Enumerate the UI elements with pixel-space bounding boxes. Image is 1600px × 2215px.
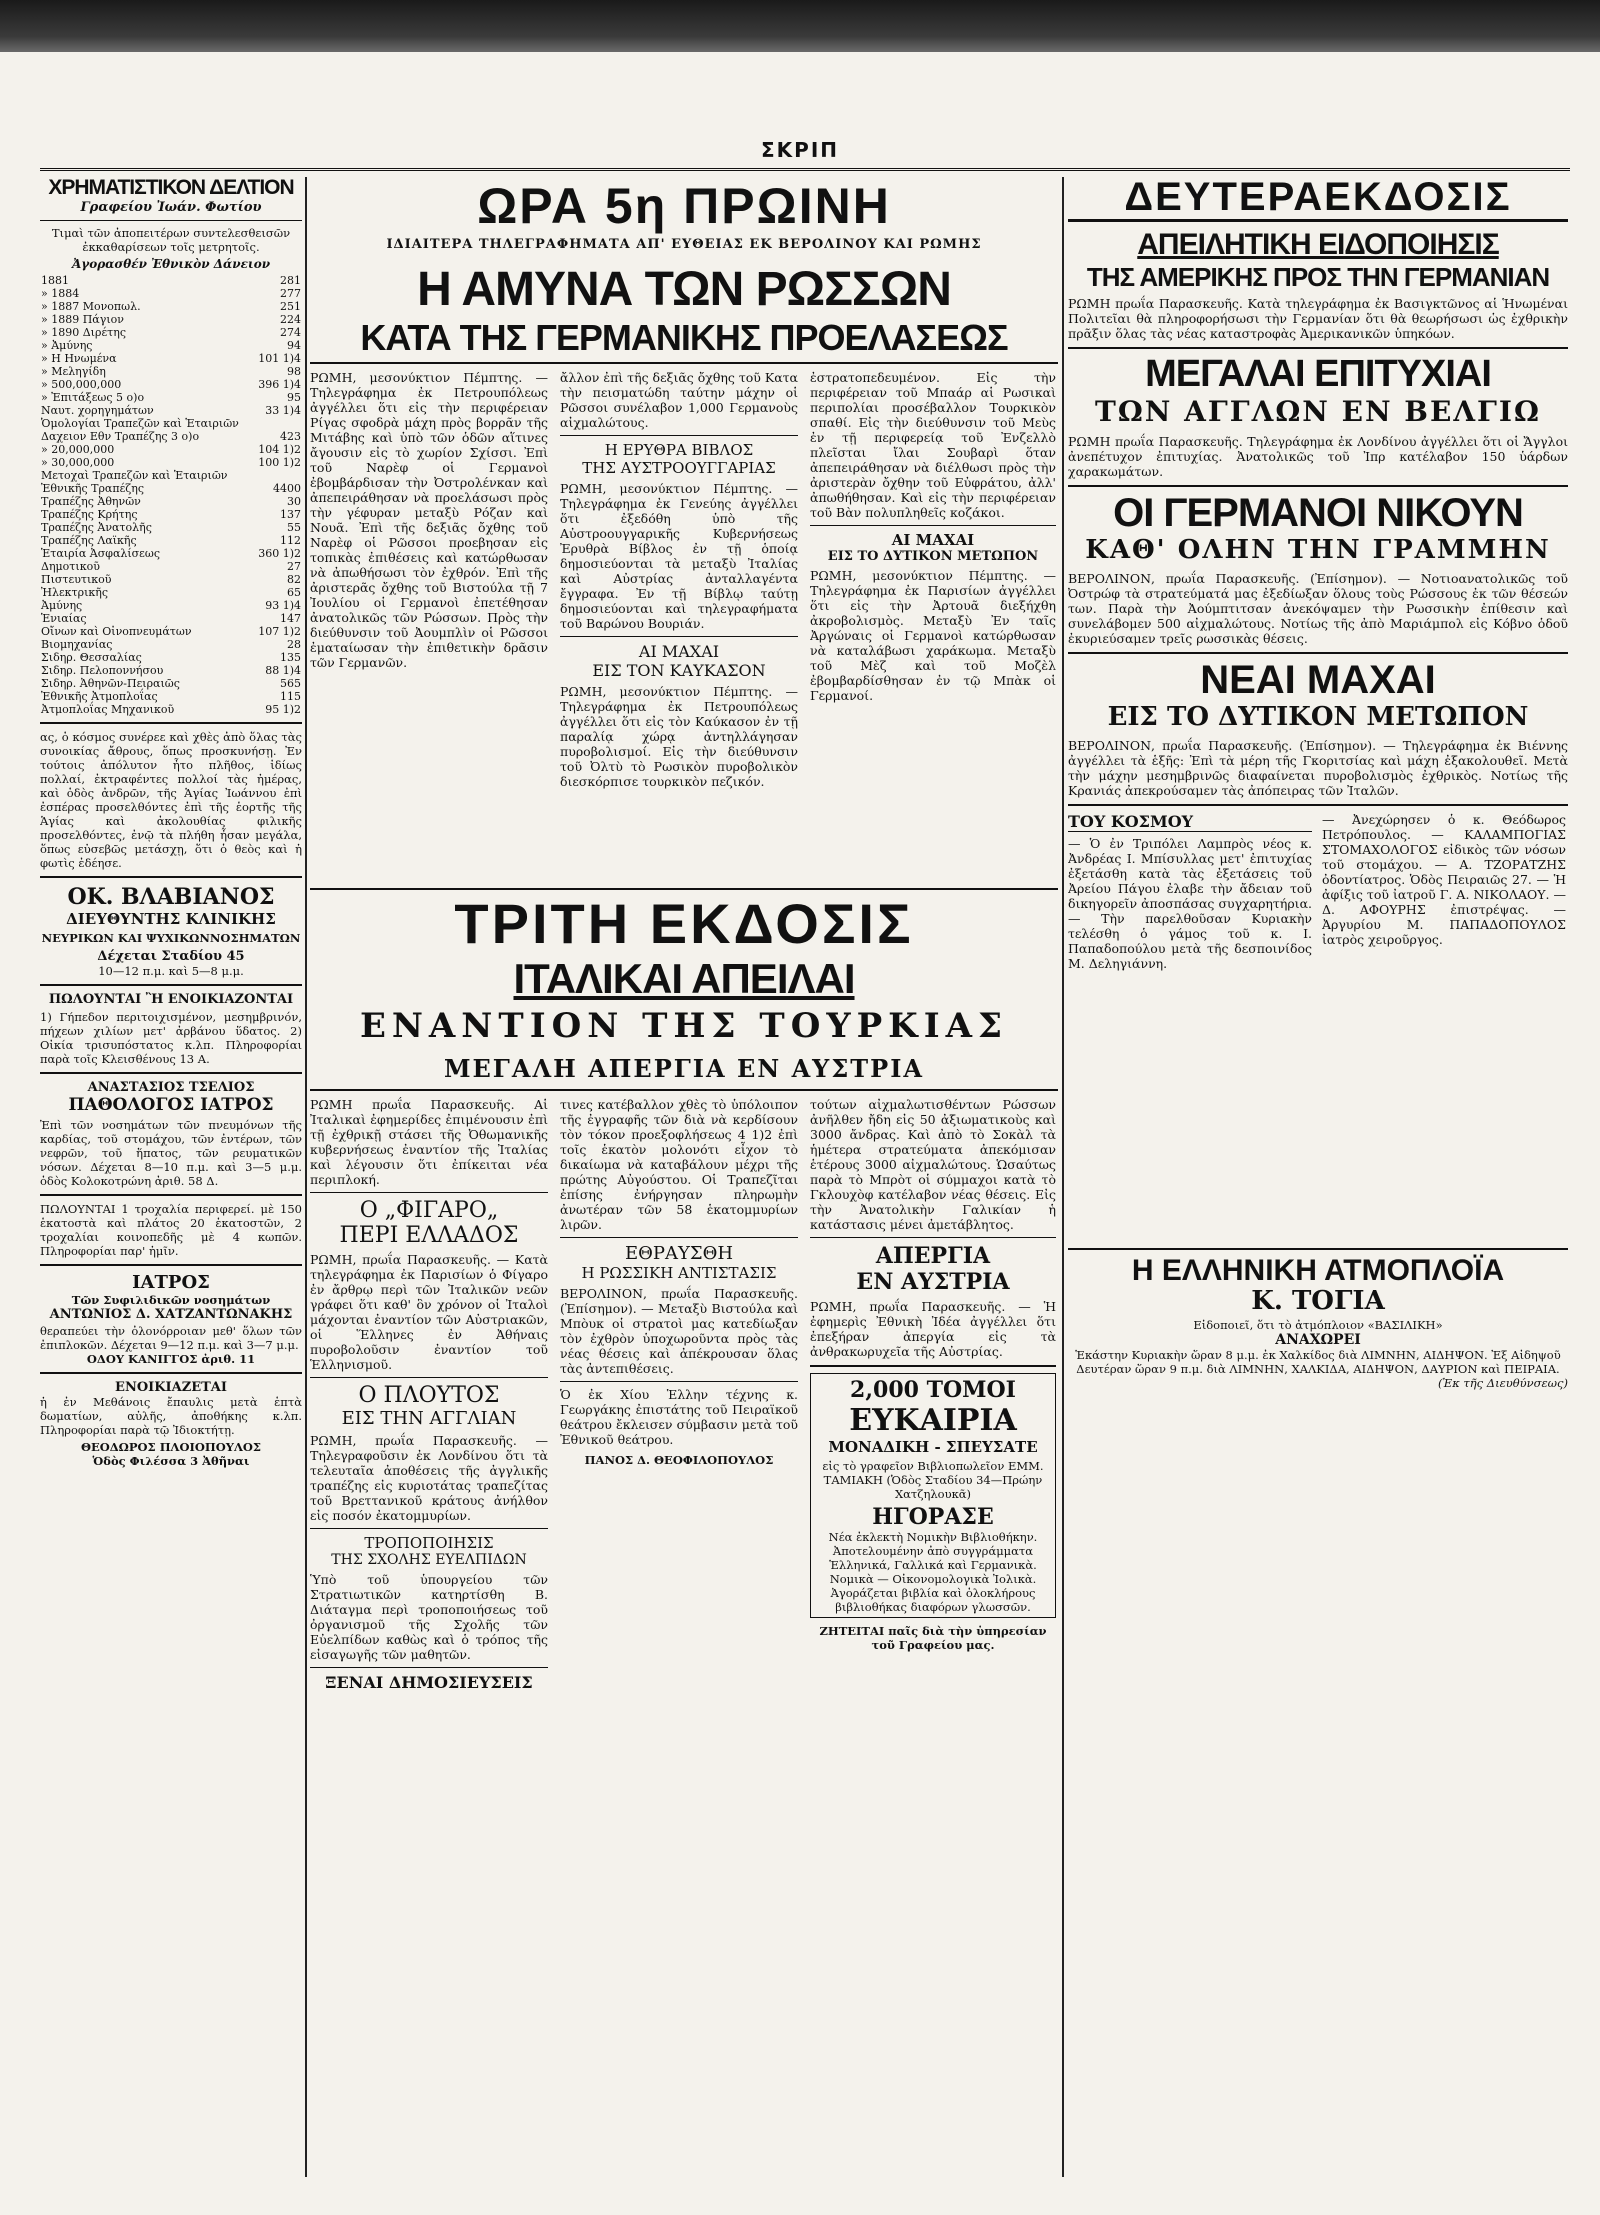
prisoners-east-text: τούτων αἰχμαλωτισθέντων Ρώσσων ἀνῆλθεν ἤδη εἰς 50 ἀξιωματικοὺς καὶ 3000 ἄνδρας. Καὶ ἀπὸ τὸ Σοκὰλ τὰ ἡμέτερα στρατεύματα ἀπεκόμισαν ἑτέρους 3000 αἰχμαλώτους. Ὡσαύτως παρὰ τὸ Μπρὸτ οἱ σύμμαχοι κατὰ τὸ Γκλουχὸφ κατέλαβον νέας θέσεις. Εἰς τὴν Ἀνατολικὴν Γαλικίαν ἡ κατάστασις μένει ἀμετάβλητος. xyxy=(810,1097,1056,1232)
market-row-value: 112 xyxy=(280,534,301,547)
figaro-head1: Ο „ΦΙΓΑΡΟ„ xyxy=(359,1198,499,1223)
caucasus-head2: ΕΙΣ ΤΟΝ ΚΑΥΚΑΣΟΝ xyxy=(592,661,766,680)
red-book-head2: ΤΗΣ ΑΥΣΤΡΟΟΥΓΓΑΡΙΑΣ xyxy=(582,459,776,477)
market-row-value: 224 xyxy=(280,313,301,326)
hour-banner: ΩΡΑ 5η ΠΡΩΙΝΗ xyxy=(477,178,891,234)
market-row xyxy=(40,339,302,352)
germans-win-head2: ΚΑΘ' ΟΛΗΝ ΤΗΝ ΓΡΑΜΜΗΝ xyxy=(1085,535,1551,565)
right-column xyxy=(1068,177,1568,2177)
euphrates-text: ἐστρατοπεδευμένον. Εἰς τὴν περιφέρειαν τοῦ Μπαάρ αἱ Ρωσικαὶ περιπολίαι προσέβαλλον Τουρκικὸν σπαθί. Εἰς τὴν διεύθυνσιν τοῦ Μεὺς ἐν τῇ περιφερείᾳ τοῦ Ἐνζελλὸ πλεῖσται ἴλαι Σουβαρὶ ὅταν ἀπεπειράθησαν νὰ διέλθωσι πρὸς τὴν ἀριστερὰν ὄχθην τοῦ Εὐφράτου, ἀλλ' ἀπωθήθησαν. Καὶ εἰς τὴν περιφέρειαν τοῦ Βὰν πολυπληθεῖς κοζάκοι. xyxy=(810,370,1056,520)
market-row-name: Τραπέζης Κρήτης xyxy=(41,508,138,521)
market-row-value: 55 xyxy=(287,521,301,534)
market-row xyxy=(40,469,302,482)
doctor-ads-col xyxy=(1322,812,1566,947)
market-row xyxy=(40,677,302,690)
threat-head1: ΑΠΕΙΛΗΤΙΚΗ ΕΙΔΟΠΟΙΗΣΙΣ xyxy=(1137,228,1499,261)
market-row-value: 30 xyxy=(287,495,301,508)
germans-win-text: ΒΕΡΟΛΙΝΟΝ, πρωΐα Παρασκευῆς. (Ἐπίσημον). — Νοτιοανατολικῶς τοῦ Ὀστρώφ τὰ στρατεύματά μας ἐξεδίωξαν ὅλους τοὺς Ρώσσους ἐκ τῶν θέσεών των. Παρὰ τὴν Ἀούμπτιτσαν ἀνεκόψαμεν τὴν Ρωσσικὴν ἐπίθεσιν καὶ συνελάβομεν 500 αἰχμαλώτους. Νοτίως τῆς ἀπὸ Μαριάμπολ εἰς Κόβνο ὁδοῦ ἐκυριεύσαμεν τρεῖς ρωσσικὰς θέσεις. xyxy=(1068,571,1568,646)
steamship-schedule: Ἑκάστην Κυριακὴν ὥραν 8 μ.μ. ἐκ Χαλκίδος διὰ ΛΙΜΝΗΝ, ΑΙΔΗΨΟΝ. Ἐξ Αἰδηψοῦ Δευτέραν ὥραν 9 π.μ. διὰ ΛΙΜΝΗΝ, ΧΑΛΚΙΔΑ, ΑΙΔΗΨΟΝ, ΔΑΥΡΙΟΝ καὶ ΠΕΙΡΑΙΑ. xyxy=(1075,1348,1561,1376)
bulletin-intro: Τιμαὶ τῶν ἀποπειτέρων συντελεσθεισῶν ἐκκαθαρίσεων τοῖς μετρητοῖς. xyxy=(51,226,291,254)
newspaper-page xyxy=(40,168,1570,2191)
new-battles-head2: ΕΙΣ ΤΟ ΔΥΤΙΚΟΝ ΜΕΤΩΠΟΝ xyxy=(1107,702,1529,732)
ad-doctor-text: θεραπεύει τὴν ὀλονόρροιαν μεθ' ὅλων τῶν ἐπιπλοκῶν. Δέχεται 9—12 π.μ. καὶ 3—7 μ.μ. xyxy=(40,1324,302,1352)
market-row xyxy=(40,313,302,326)
broken-head2: Η ΡΩΣΣΙΚΗ ΑΝΤΙΣΤΑΣΙΣ xyxy=(581,1264,777,1282)
ad-vlavianos-name: ΟΚ. ΒΛΑΒΙΑΝΟΣ xyxy=(67,884,275,910)
market-row-name: Πιστευτικοῦ xyxy=(41,573,112,586)
center-column xyxy=(310,177,1058,2177)
foreign-publications-head: ΞΕΝΑΙ ΔΗΜΟΣΙΕΥΣΕΙΣ xyxy=(325,1673,533,1692)
market-row-name: 1881 xyxy=(41,274,69,287)
lower-col-a xyxy=(310,1097,548,1692)
ad-hatzantonakis xyxy=(40,1272,302,1366)
market-row-name: Ναυτ. χορηγημάτων xyxy=(41,404,154,417)
books-count: 2,000 ΤΟΜΟΙ xyxy=(850,1377,1016,1403)
market-row-value: 396 1)4 xyxy=(258,378,301,391)
prisoners-text: ἄλλον ἐπὶ τῆς δεξιᾶς ὄχθης τοῦ Κατα τὴν πεισματώδη ταύτην μάχην οἱ Ρῶσσοι συνέλαβον 1,000 Γερμανοὺς αἰχμαλώτους. xyxy=(560,370,798,430)
italy-turkey-text: ΡΩΜΗ πρωΐα Παρασκευῆς. Αἱ Ἰταλικαὶ ἐφημερίδες ἐπιμένουσιν ἐπὶ τῇ ἐχθρικῇ στάσει τῆς Ὀθωμανικῆς κυβερνήσεως ἐναντίον τῆς Ἰταλίας καὶ λέγουσιν ὅτι ἐπίκειται νέα περιπλοκή. xyxy=(310,1097,548,1187)
red-book-text: ΡΩΜΗ, μεσονύκτιον Πέμπτης. — Τηλεγράφημα ἐκ Γενεύης ἀγγέλλει ὅτι ἐξεδόθη ὑπὸ τῆς Αὐστροουγγαρικῆς Κυβερνήσεως Ἐρυθρὰ Βίβλος ἐν τῇ ὁποίᾳ δημοσιεύονται τὰ μεταξὺ Ἰταλίας καὶ Αὐστρίας ἀνταλλαγέντα ἔγγραφα. Ἐν τῇ Βίβλῳ ταύτῃ δημοσιεύονται καὶ τηλεγραφήματα τοῦ Βαρώνου Βουριάν. xyxy=(560,481,798,631)
successes-head2: ΤΩΝ ΑΓΓΛΩΝ ΕΝ ΒΕΛΓΙΩ xyxy=(1095,395,1541,428)
market-row xyxy=(40,430,302,443)
market-row xyxy=(40,495,302,508)
market-row-name: » 1884 xyxy=(41,287,80,300)
big-strike-austria: ΜΕΓΑΛΗ ΑΠΕΡΓΙΑ ΕΝ ΑΥΣΤΡΙΑ xyxy=(443,1054,925,1083)
market-row xyxy=(40,651,302,664)
ad-for-sale-title: ΠΩΛΟΥΝΤΑΙ Ἢ ΕΝΟΙΚΙΑΖΟΝΤΑΙ xyxy=(48,992,294,1007)
market-row-value: 137 xyxy=(280,508,301,521)
market-row-name: Τραπέζης Ἀνατολῆς xyxy=(41,521,152,534)
market-row-name: Ἠλεκτρικῆς xyxy=(41,586,109,599)
ad-vlavianos-addr: Δέχεται Σταδίου 45 xyxy=(97,949,245,964)
market-row-value: 82 xyxy=(287,573,301,586)
steamship-owner: Κ. ΤΟΓΙΑ xyxy=(1251,1286,1385,1316)
market-row-value xyxy=(254,469,302,482)
left-column xyxy=(40,177,302,2177)
strike-head1: ΑΠΕΡΓΙΑ xyxy=(875,1243,991,1269)
world-col xyxy=(1068,812,1312,971)
market-row-value: 95 1)2 xyxy=(265,703,301,716)
market-row-value: 101 1)4 xyxy=(258,352,301,365)
third-edition-banner: ΤΡΙΤΗ ΕΚΔΟΣΙΣ xyxy=(454,892,914,955)
figaro-head2: ΠΕΡΙ ΕΛΛΑΔΟΣ xyxy=(339,1223,519,1248)
wealth-text: ΡΩΜΗ, πρωΐα Παρασκευῆς. — Τηλεγραφοῦσιν ἐκ Λονδίνου ὅτι τὰ τελευταῖα ἀποθέσεις τῆς ἀγγλικῆς τραπέζης εἰς κυριοτάτας τραπεζίτας τοῦ Βρεττανικοῦ κράτους ἀνήλθον εἰς ποσόν ἐκατομμυρίων. xyxy=(310,1433,548,1523)
germans-win-head1: ΟΙ ΓΕΡΜΑΝΟΙ ΝΙΚΟΥΝ xyxy=(1113,491,1523,535)
market-row-name: » 1889 Πάγιον xyxy=(41,313,124,326)
bought-title: ΗΓΟΡΑΣΕ xyxy=(872,1504,994,1530)
market-row xyxy=(40,508,302,521)
market-row xyxy=(40,443,302,456)
loan-text: τινες κατέβαλλον χθὲς τὸ ὑπόλοιπον τῆς ἐγγραφῆς τῶν διὰ νὰ κερδίσουν τὸν τόκον προεξοφλήσεως 4 1)2 ἐπὶ τοῖς ἑκατὸν μολονότι εἶχον τὸ δικαίωμα νὰ καταβάλουν μέχρι τῆς πρώτης Αὐγούστου. Οἱ Τραπεζῖται ἐπίσης ἐνήργησαν πληρωμὴν ἀνωτέραν τῶν 58 ἑκατομμυρίων λιρῶν. xyxy=(560,1097,798,1232)
steamship-departs: ΑΝΑΧΩΡΕΙ xyxy=(1275,1332,1361,1348)
steamship-sign: (Ἐκ τῆς Διευθύνσεως) xyxy=(1437,1376,1568,1390)
market-row-value: 104 1)2 xyxy=(258,443,301,456)
market-row xyxy=(40,417,302,430)
wanted-boy: ΖΗΤΕΙΤΑΙ παῖς διὰ τὴν ὑπηρεσίαν τοῦ Γραφείου μας. xyxy=(819,1624,1047,1652)
strike-text: ΡΩΜΗ, πρωΐα Παρασκευῆς. — Ἡ ἐφημερὶς Ἐθνικὴ Ἰδέα ἀγγέλλει ὅτι ἐπεξήραν ἀπεργία εἰς τὰ ἀνθρακωρυχεῖα τῆς Αὐστρίας. xyxy=(810,1299,1056,1359)
ad-for-sale-text: 1) Γήπεδον περιτοιχισμένον, μεσημβρινόν, πήχεων χιλίων μετ' ἀρβάνου ὕδατος. 2) Οἰκία τρισυπόστατος κ.λπ. Πληροφορίαι παρὰ τοῖς Κλεισθένους 13 Α. xyxy=(40,1010,302,1066)
market-row-name: Μετοχαὶ Τραπεζῶν καὶ Ἑταιριῶν xyxy=(41,469,228,482)
market-row xyxy=(40,638,302,651)
market-row-name: Σιδηρ. Θεσσαλίας xyxy=(41,651,142,664)
market-row-name: Ἀμύνης xyxy=(41,599,83,612)
market-row-name: Δημοτικοῦ xyxy=(41,560,100,573)
against-turkey: ΕΝΑΝΤΙΟΝ ΤΗΣ ΤΟΥΡΚΙΑΣ xyxy=(359,1006,1009,1046)
ad-vlavianos-spec: ΝΕΥΡΙΚΩΝ ΚΑΙ ΨΥΧΙΚΩΝΝΟΣΗΜΑΤΩΝ xyxy=(41,931,301,945)
market-row-value: 27 xyxy=(287,560,301,573)
reform-head2: ΤΗΣ ΣΧΟΛΗΣ ΕΥΕΛΠΙΔΩΝ xyxy=(331,1552,527,1568)
market-row xyxy=(40,456,302,469)
world-head: ΤΟΥ ΚΟΣΜΟΥ xyxy=(1068,812,1312,832)
broken-text: ΒΕΡΟΛΙΝΟΝ, πρωΐα Παρασκευῆς. (Ἐπίσημον). — Μεταξὺ Βιστούλα καὶ Μπὸυκ οἱ στρατοὶ μας κατεδίωξαν τὸν ἐχθρὸν ὑποχωροῦντα πρὸς τὰς νέας θέσεις καὶ ἀπέκρουσαν ὅλας τὰς ἀντεπιθέσεις. xyxy=(560,1286,798,1376)
market-row xyxy=(40,612,302,625)
threat-text: ΡΩΜΗ πρωΐα Παρασκευῆς. Κατὰ τηλεγράφημα ἐκ Βασιγκτῶνος αἱ Ἡνωμέναι Πολιτεῖαι θὰ πληροφορήσωσι τὴν Γερμανίαν ὅτι θὰ θεωρήσωσι ὡς ἐχθρικὴν πρᾶξιν ὅλας τὰς νέας καταστροφὰς Ἀμερικανικῶν ὑπηκόων. xyxy=(1068,296,1568,341)
top-dark-band xyxy=(0,0,1600,52)
figaro-text: ΡΩΜΗ, πρωΐα Παρασκευῆς. — Κατὰ τηλεγράφημα ἐκ Παρισίων ὁ Φίγαρο ἐν ἄρθρῳ περὶ τῶν Ἰταλικῶν νεῶν γράφει ὅτι καθ' ὃν χρόνον οἱ Ἰταλοὶ μάχονται ἐναντίον τῶν Αὐστριακῶν, οἱ Ἕλληνες ἐν Ἀθήναις πυροβολοῦσιν ἐναντίον τοῦ Ἑλληνισμοῦ. xyxy=(310,1252,548,1372)
upper-col-a xyxy=(310,370,548,670)
market-row xyxy=(40,547,302,560)
ad-vlavianos-hours: 10—12 π.μ. καὶ 5—8 μ.μ. xyxy=(98,964,244,978)
red-book-head1: Η ΕΡΥΘΡΑ ΒΙΒΛΟΣ xyxy=(604,441,754,459)
ad-pulleys: ΠΩΛΟΥΝΤΑΙ 1 τροχαλία περιφερεί. μὲ 150 ἑκατοστὰ καὶ πλάτος 20 ἑκατοστῶν, 2 τροχαλίαι κοινοπεδῆς μὲ 4 κωπῶν. Πληροφορίαι παρ' ἡμῖν. xyxy=(40,1202,302,1258)
successes-text: ΡΩΜΗ πρωΐα Παρασκευῆς. Τηλεγράφημα ἐκ Λονδίνου ἀγγέλλει ὅτι οἱ Ἄγγλοι ἀνεπέτυχον ἐπιτυχίας. Ἀνατολικῶς τοῦ Ἰπρ κατέλαβον 150 ὑάρδων χαρακωμάτων. xyxy=(1068,434,1568,479)
market-row xyxy=(40,690,302,703)
article-signature: ΠΑΝΟΣ Δ. ΘΕΟΦΙΛΟΠΟΥΛΟΣ xyxy=(584,1453,774,1467)
ad-for-sale xyxy=(40,992,302,1066)
lower-right-block xyxy=(1068,812,1568,1242)
market-row xyxy=(40,573,302,586)
reform-text: Ὑπὸ τοῦ ὑπουργείου τῶν Στρατιωτικῶν κατηρτίσθη Β. Διάταγμα περὶ τροποποιήσεως τοῦ ὀργανισμοῦ τῆς Σχολῆς τῶν Εὐελπίδων καθὼς καὶ ὁ τρόπος τῆς εἰσαγωγῆς τῶν μαθητῶν. xyxy=(310,1572,548,1662)
steamship-company: Η ΕΛΛΗΝΙΚΗ ΑΤΜΟΠΛΟΪΑ xyxy=(1131,1254,1505,1287)
wealth-head2: ΕΙΣ ΤΗΝ ΑΓΓΛΙΑΝ xyxy=(341,1408,517,1429)
headline-russian-defense: Η ΑΜΥΝΑ ΤΩΝ ΡΩΣΣΩΝ xyxy=(417,263,951,316)
market-row-name: Δαχειον Εθν Τραπέζης 3 ο)ο xyxy=(41,430,200,443)
upper-news-block xyxy=(310,370,1058,882)
market-row-value: 107 1)2 xyxy=(258,625,301,638)
italian-threats: ΙΤΑΛΙΚΑΙ ΑΠΕΙΛΑΙ xyxy=(513,955,855,1002)
market-row-value: 360 1)2 xyxy=(258,547,301,560)
market-row xyxy=(40,378,302,391)
reform-head1: ΤΡΟΠΟΠΟΙΗΣΙΣ xyxy=(364,1534,494,1552)
market-row-name: » Ἀμύνης xyxy=(41,339,93,352)
market-row-value: 115 xyxy=(280,690,301,703)
west-front-head1: ΑΙ ΜΑΧΑΙ xyxy=(891,531,975,549)
theatre-text: Ὁ ἐκ Χίου Ἑλλην τέχνης κ. Γεωργάκης ἐπιστάτης τοῦ Πειραϊκοῦ θεάτρου ἔκλεισεν σύμβασιν μετὰ τοῦ Ἐθνικοῦ θεάτρου. xyxy=(560,1387,798,1447)
market-row-name: Τραπέζης Λαϊκῆς xyxy=(41,534,137,547)
market-row-name: Σιδηρ. Ἀθηνῶν-Πειραιῶς xyxy=(41,677,180,690)
market-row xyxy=(40,391,302,404)
market-row-name: » 1890 Διρέτης xyxy=(41,326,126,339)
market-row xyxy=(40,287,302,300)
strike-head2: ΕΝ ΑΥΣΤΡΙΑ xyxy=(856,1269,1010,1295)
lower-col-b xyxy=(560,1097,798,1467)
market-table xyxy=(40,274,302,716)
market-row-value: 33 1)4 xyxy=(265,404,301,417)
bulletin-section: Ἀγορασθέν Ἐθνικὸν Δάνειον xyxy=(71,257,271,271)
market-row-value: 251 xyxy=(280,300,301,313)
market-row-value: 100 1)2 xyxy=(258,456,301,469)
bulletin-title: ΧΡΗΜΑΤΙΣΤΙΚΟΝ ΔΕΛΤΙΟΝ xyxy=(48,177,294,199)
market-row-name: » 500,000,000 xyxy=(41,378,122,391)
market-row xyxy=(40,352,302,365)
bulletin-note: ας, ὁ κόσμος συνέρεε καὶ χθὲς ἀπὸ ὅλας τὰς συνοικίας ἄθρους, ὅπως προσκυνήσῃ. Ἐν τούτοις ἀπόλυτον ἦτο πλῆθος, ἰδίως πολλαί, ἐκτραφέντες πολλοί τὰς ἡμέρας, καὶ ὁδὸς ἀνδρῶν, τῆς Ἁγίας Ἰωάννου ἐπὶ ἐσπέρας προσελθόντες ἐπὶ τῆς ἑορτῆς τῆς Ἁγίας καὶ ἀκολουθίας φιλικῆς προσελθόντες, ἐνῷ τὰ πλήθη ἦσαν μεγάλα, ὅπως εὐσεβῶς μετάσχῃ, ὅτι ὁ θεὸς καὶ ἡ φωτὶς ἐδέησε. xyxy=(40,730,302,870)
successes-head1: ΜΕΓΑΛΑΙ ΕΠΙΤΥΧΙΑΙ xyxy=(1145,353,1491,395)
broken-head1: ΕΘΡΑΥΣΘΗ xyxy=(624,1243,734,1264)
ad-tselios-text: Ἐπὶ τῶν νοσημάτων τῶν πνευμόνων τῆς καρδίας, τοῦ στομάχου, τῶν ἐντέρων, τῶν νεφρῶν, τοῦ ἥπατος, τῶν ρευματικῶν νόσων. Δέχεται 8—10 π.μ. καὶ 3—5 μ.μ. ὁδὸς Κολοκοτρώνη ἀριθ. 58 Δ. xyxy=(40,1118,302,1188)
market-row-name: » 30,000,000 xyxy=(41,456,115,469)
market-row-value: 147 xyxy=(280,612,301,625)
doctor-ads-text: — Ἀνεχώρησεν ὁ κ. Θεόδωρος Πετρόπουλος. — ΚΑΛΑΜΠΟΓΙΑΣ ΣΤΟΜΑΧΟΛΟΓΟΣ εἰδικὸς τῶν νόσων τοῦ στομάχου. — Α. ΤΖΟΡΑΤΖΗΣ ὀδοντίατρος. Ὁδὸς Πειραιῶς 27. — Ἡ ἀφίξις τοῦ ἰατροῦ Γ. Α. ΝΙΚΟΛΑΟΥ. — Δ. ΑΦΟΥΡΗΣ ἐπιστρέψας. — Ἀργυρίου Μ. ΠΑΠΑΔΟΠΟΥΛΟΣ ἰατρὸς χειροῦργος. xyxy=(1322,812,1566,947)
ad-bookshop xyxy=(810,1373,1056,1618)
unique-hurry: ΜΟΝΑΔΙΚΗ - ΣΠΕΥΣΑΤΕ xyxy=(828,1438,1038,1456)
market-row xyxy=(40,521,302,534)
market-row-value: 4400 xyxy=(273,482,301,495)
market-row-value: 135 xyxy=(280,651,301,664)
upper-col-c xyxy=(810,370,1056,703)
market-row-value: 28 xyxy=(287,638,301,651)
market-row-value: 277 xyxy=(280,287,301,300)
market-row-value: 98 xyxy=(287,365,301,378)
ad-doctor-title: ΙΑΤΡΟΣ xyxy=(132,1272,210,1293)
market-row-value: 94 xyxy=(287,339,301,352)
ad-tselios-name: ΑΝΑΣΤΑΣΙΟΣ ΤΣΕΛΙΟΣ xyxy=(87,1080,255,1095)
market-row-value: 565 xyxy=(280,677,301,690)
market-row-name: Τραπέζης Ἀθηνῶν xyxy=(41,495,141,508)
ad-tselios-title: ΠΑΘΟΛΟΓΟΣ ΙΑΤΡΟΣ xyxy=(68,1095,274,1115)
ad-rent-text: ἡ ἐν Μεθάνοις ἔπαυλις μετὰ ἑπτὰ δωματίων, αὐλῆς, ἀποθήκης κ.λπ. Πληροφορίαι παρὰ τῷ Ἰδιοκτήτῃ. xyxy=(40,1395,302,1437)
market-row-name: Ὁμολογίαι Τραπεζῶν καὶ Ἑταιριῶν xyxy=(41,417,239,430)
market-row xyxy=(40,482,302,495)
new-battles-head1: ΝΕΑΙ ΜΑΧΑΙ xyxy=(1200,658,1436,702)
caucasus-text: ΡΩΜΗ, μεσονύκτιον Πέμπτης. — Τηλεγράφημα ἐκ Πετρουπόλεως ἀγγέλλει ὅτι εἰς τὸν Καύκασον ἐν τῇ παραλίᾳ χώρᾳ ἀντηλλάγησαν πυροβολισμοί. Εἰς τὴν διεύθυνσιν τοῦ Ὀλτὺ τὸ Ρωσικὸν πυροβολικὸν διεσκόρπισε τουρκικὸν πεζικόν. xyxy=(560,684,798,789)
ad-vlavianos-role: ΔΙΕΥΘΥΝΤΗΣ ΚΛΙΝΙΚΗΣ xyxy=(66,910,276,928)
market-row xyxy=(40,274,302,287)
market-row-value: 65 xyxy=(287,586,301,599)
second-edition-banner: ΔΕΥΤΕΡΑΕΚΔΟΣΙΣ xyxy=(1068,177,1568,222)
telegrams-subtitle: ΙΔΙΑΙΤΕΡΑ ΤΗΛΕΓΡΑΦΗΜΑΤΑ ΑΠ' ΕΥΘΕΙΑΣ ΕΚ ΒΕΡΟΛΙΝΟΥ ΚΑΙ ΡΩΜΗΣ xyxy=(386,237,982,252)
west-front-text: ΡΩΜΗ, μεσονύκτιον Πέμπτης. — Τηλεγράφημα ἐκ Παρισίων ἀγγέλλει ὅτι εἰς τὴν Ἀρτουᾶ διεξήχθη ἀκροβολισμὸς. Μεταξὺ Ἐν ταῖς Ἀργώναις οἱ Γερμανοὶ κατώρθωσαν νὰ καταλάβωσι χαράκωμα. Μεταξὺ τοῦ Μὲζ καὶ τοῦ Μοζὲλ ἐβομβαρδίσθησαν ἐν τῷ Μπὰκ οἱ Γερμανοί. xyxy=(810,568,1056,703)
market-row xyxy=(40,326,302,339)
market-row-name: Σιδηρ. Πελοποννήσου xyxy=(41,664,164,677)
market-row-value: 281 xyxy=(280,274,301,287)
bookshop-address: εἰς τὸ γραφεῖον Βιβλιοπωλεῖον ΕΜΜ. ΤΑΜΙΑΚΗ (Ὁδὸς Σταδίου 34—Πρώην Χατζηλουκᾶ) xyxy=(822,1459,1044,1501)
market-row xyxy=(40,664,302,677)
market-row-name: Ἐθνικῆς Τραπέζης xyxy=(41,482,145,495)
market-row-value: 88 1)4 xyxy=(265,664,301,677)
market-row-name: Οἴνων καὶ Οἰνοπνευμάτων xyxy=(41,625,192,638)
market-row xyxy=(40,300,302,313)
market-row-value: 274 xyxy=(280,326,301,339)
market-row xyxy=(40,560,302,573)
new-battles-text: ΒΕΡΟΛΙΝΟΝ, πρωΐα Παρασκευῆς. (Ἐπίσημον). — Τηλεγράφημα ἐκ Βιέννης ἀγγέλλει τὰ ἑξῆς: Ἐπὶ τὰ μέρη τῆς Γκοριτσίας καὶ μάχη ἐξακολουθεῖ. Μετὰ τὴν μάχην μεσημβρινῶς διαφαίνεται πυροβολισμὸς ἐχθρικὸς. Νοτίως τῆς Κρανιάς ἀπεκρούσαμεν τὰς ἀπόπειρας τῶν Ἰταλῶν. xyxy=(1068,738,1568,798)
bought-text: Νέα ἐκλεκτὴ Νομικὴν Βιβλιοθήκην. Ἀποτελουμένην ἀπὸ συγγράμματα Ἑλληνικά, Γαλλικά καὶ Γερμανικὰ. Νομικὰ — Οἰκονομολογικὰ Ἰολικὰ. Ἀγοράζεται βιβλία καὶ ὁλοκλήρους βιβλιοθήκας διαφόρων γλωσσῶν. xyxy=(828,1530,1038,1614)
market-row-name: » 20,000,000 xyxy=(41,443,115,456)
market-row xyxy=(40,534,302,547)
market-row-value: 93 1)4 xyxy=(265,599,301,612)
steamship-sub: Εἰδοποιεῖ, ὅτι τὸ ἀτμόπλοιον «ΒΑΣΙΛΙΚΗ» xyxy=(1193,1318,1443,1332)
market-row-name: Ἀτμοπλοΐας Μηχανικοῦ xyxy=(41,703,175,716)
ad-doctor-name: ΑΝΤΩΝΙΟΣ Δ. ΧΑΤΖΑΝΤΩΝΑΚΗΣ xyxy=(49,1307,293,1322)
opportunity-title: ΕΥΚΑΙΡΙΑ xyxy=(849,1403,1017,1438)
ad-rent-sign: ΘΕΟΔΩΡΟΣ ΠΛΟΙΟΠΟΥΛΟΣ xyxy=(80,1440,262,1454)
world-text: — Ὁ ἐν Τριπόλει Λαμπρὸς νέος κ. Ἀνδρέας Ι. Μπίσυλλας μετ' ἐπιτυχίας ἐξετάσθη κατὰ τὰς ἐξετάσεις τοῦ Ἀρείου Πάγου ἐλαβε τὴν ἄδειαν τοῦ δικηγορεῖν ἀποσπάσας συγχαρητήρια. — Τὴν παρελθοῦσαν Κυριακὴν τελέσθη ὁ γάμος τοῦ κ. Ι. Παπαδοπούλου μετὰ τῆς δεσποινίδος Μ. Δεληγιάννη. xyxy=(1068,836,1312,971)
west-front-head2: ΕΙΣ ΤΟ ΔΥΤΙΚΟΝ ΜΕΤΩΠΟΝ xyxy=(827,549,1039,564)
ad-rent-addr: Ὁδὸς Φιλέσσα 3 Ἀθῆναι xyxy=(92,1454,250,1468)
market-row-name: » 1887 Μονοπωλ. xyxy=(41,300,141,313)
market-row-name: Βιομηχανίας xyxy=(41,638,113,651)
market-row-value xyxy=(254,417,302,430)
lower-col-c xyxy=(810,1097,1056,1652)
upper-col-b xyxy=(560,370,798,789)
market-row-name: » Ἐπιτάξεως 5 ο)ο xyxy=(41,391,145,404)
masthead: ΣΚΡΙΠ xyxy=(761,138,839,162)
ad-steamship xyxy=(1068,1256,1568,1390)
market-row-name: » Η Ηνωμένα xyxy=(41,352,117,365)
market-row xyxy=(40,365,302,378)
market-row-name: Ἑνιαίας xyxy=(41,612,87,625)
market-row xyxy=(40,703,302,716)
market-row-value: 95 xyxy=(287,391,301,404)
ad-doctor-sub: Τῶν Συφιλιδικῶν νοσημάτων xyxy=(71,1293,271,1307)
market-row-value: 423 xyxy=(280,430,301,443)
ad-vlavianos xyxy=(40,884,302,978)
market-row-name: Ἐθνικῆς Ἀτμοπλοΐας xyxy=(41,690,158,703)
market-row xyxy=(40,599,302,612)
market-row-name: Ἑταιρία Ἀσφαλίσεως xyxy=(41,547,160,560)
market-row xyxy=(40,404,302,417)
ad-rent xyxy=(40,1380,302,1468)
threat-head2: ΤΗΣ ΑΜΕΡΙΚΗΣ ΠΡΟΣ ΤΗΝ ΓΕΡΜΑΝΙΑΝ xyxy=(1086,262,1550,292)
lower-news-block xyxy=(310,1097,1058,1997)
market-row xyxy=(40,586,302,599)
ad-tselios xyxy=(40,1080,302,1188)
headline-german-advance: ΚΑΤΑ ΤΗΣ ΓΕΡΜΑΝΙΚΗΣ ΠΡΟΕΛΑΣΕΩΣ xyxy=(360,317,1008,358)
ad-rent-title: ΕΝΟΙΚΙΑΖΕΤΑΙ xyxy=(115,1380,227,1395)
russian-defense-text: ΡΩΜΗ, μεσονύκτιον Πέμπτης. — Τηλεγράφημα ἐκ Πετρουπόλεως ἀγγέλλει ὅτι εἰς τὴν περιφέρειαν Ρίγας σφοδρὰ μάχη πρὸς βορρᾶν τῆς Μιτάβης καὶ ὑπὸ τῶν ὁδῶν αἵτινες ἄγουσιν εἰς τὸ χωρίον Σχίσσι. Ἐπὶ τοῦ Ναρὲφ οἱ Γερμανοὶ ἐβομβάρδισαν τὴν Ὀστρολένκαν καὶ ἀπεπειράθησαν νὰ προελάσωσι πρὸς τὴν γέφυραν μεταξὺ Ρόζαν καὶ Νουᾶ. Ἐπὶ τῆς δεξιᾶς ὄχθης τοῦ Ναρὲφ οἱ Ρῶσσοι προεβησαν εἰς τοπικὰς ἐπιθέσεις καὶ κατώρθωσαν νὰ ἀπωθήσωσι τὸν ἐχθρόν. Ἐπὶ τῆς ἀριστερᾶς ὄχθης τοῦ Βιστούλα τῇ 7 Ἰουλίου οἱ Γερμανοὶ ἐπετέθησαν ἀνατολικῶς τῶν Ρώσσων. Πρὸς τὴν διεύθυνσιν τοῦ Ἀουμπλὶν οἱ Ρῶσσοι ἐματαίωσαν τὴν ἐπιθετικὴν δρᾶσιν τῶν Γερμανῶν. xyxy=(310,370,548,670)
bulletin-sub: Γραφείου Ἰωάν. Φωτίου xyxy=(80,200,262,215)
market-row-name: » Μεληγίδη xyxy=(41,365,106,378)
caucasus-head1: ΑΙ ΜΑΧΑΙ xyxy=(638,642,720,661)
ad-doctor-addr: ΟΔΟΥ ΚΑΝΙΓΓΟΣ ἀριθ. 11 xyxy=(86,1352,256,1366)
market-row xyxy=(40,625,302,638)
wealth-head1: Ο ΠΛΟΥΤΟΣ xyxy=(358,1383,500,1408)
